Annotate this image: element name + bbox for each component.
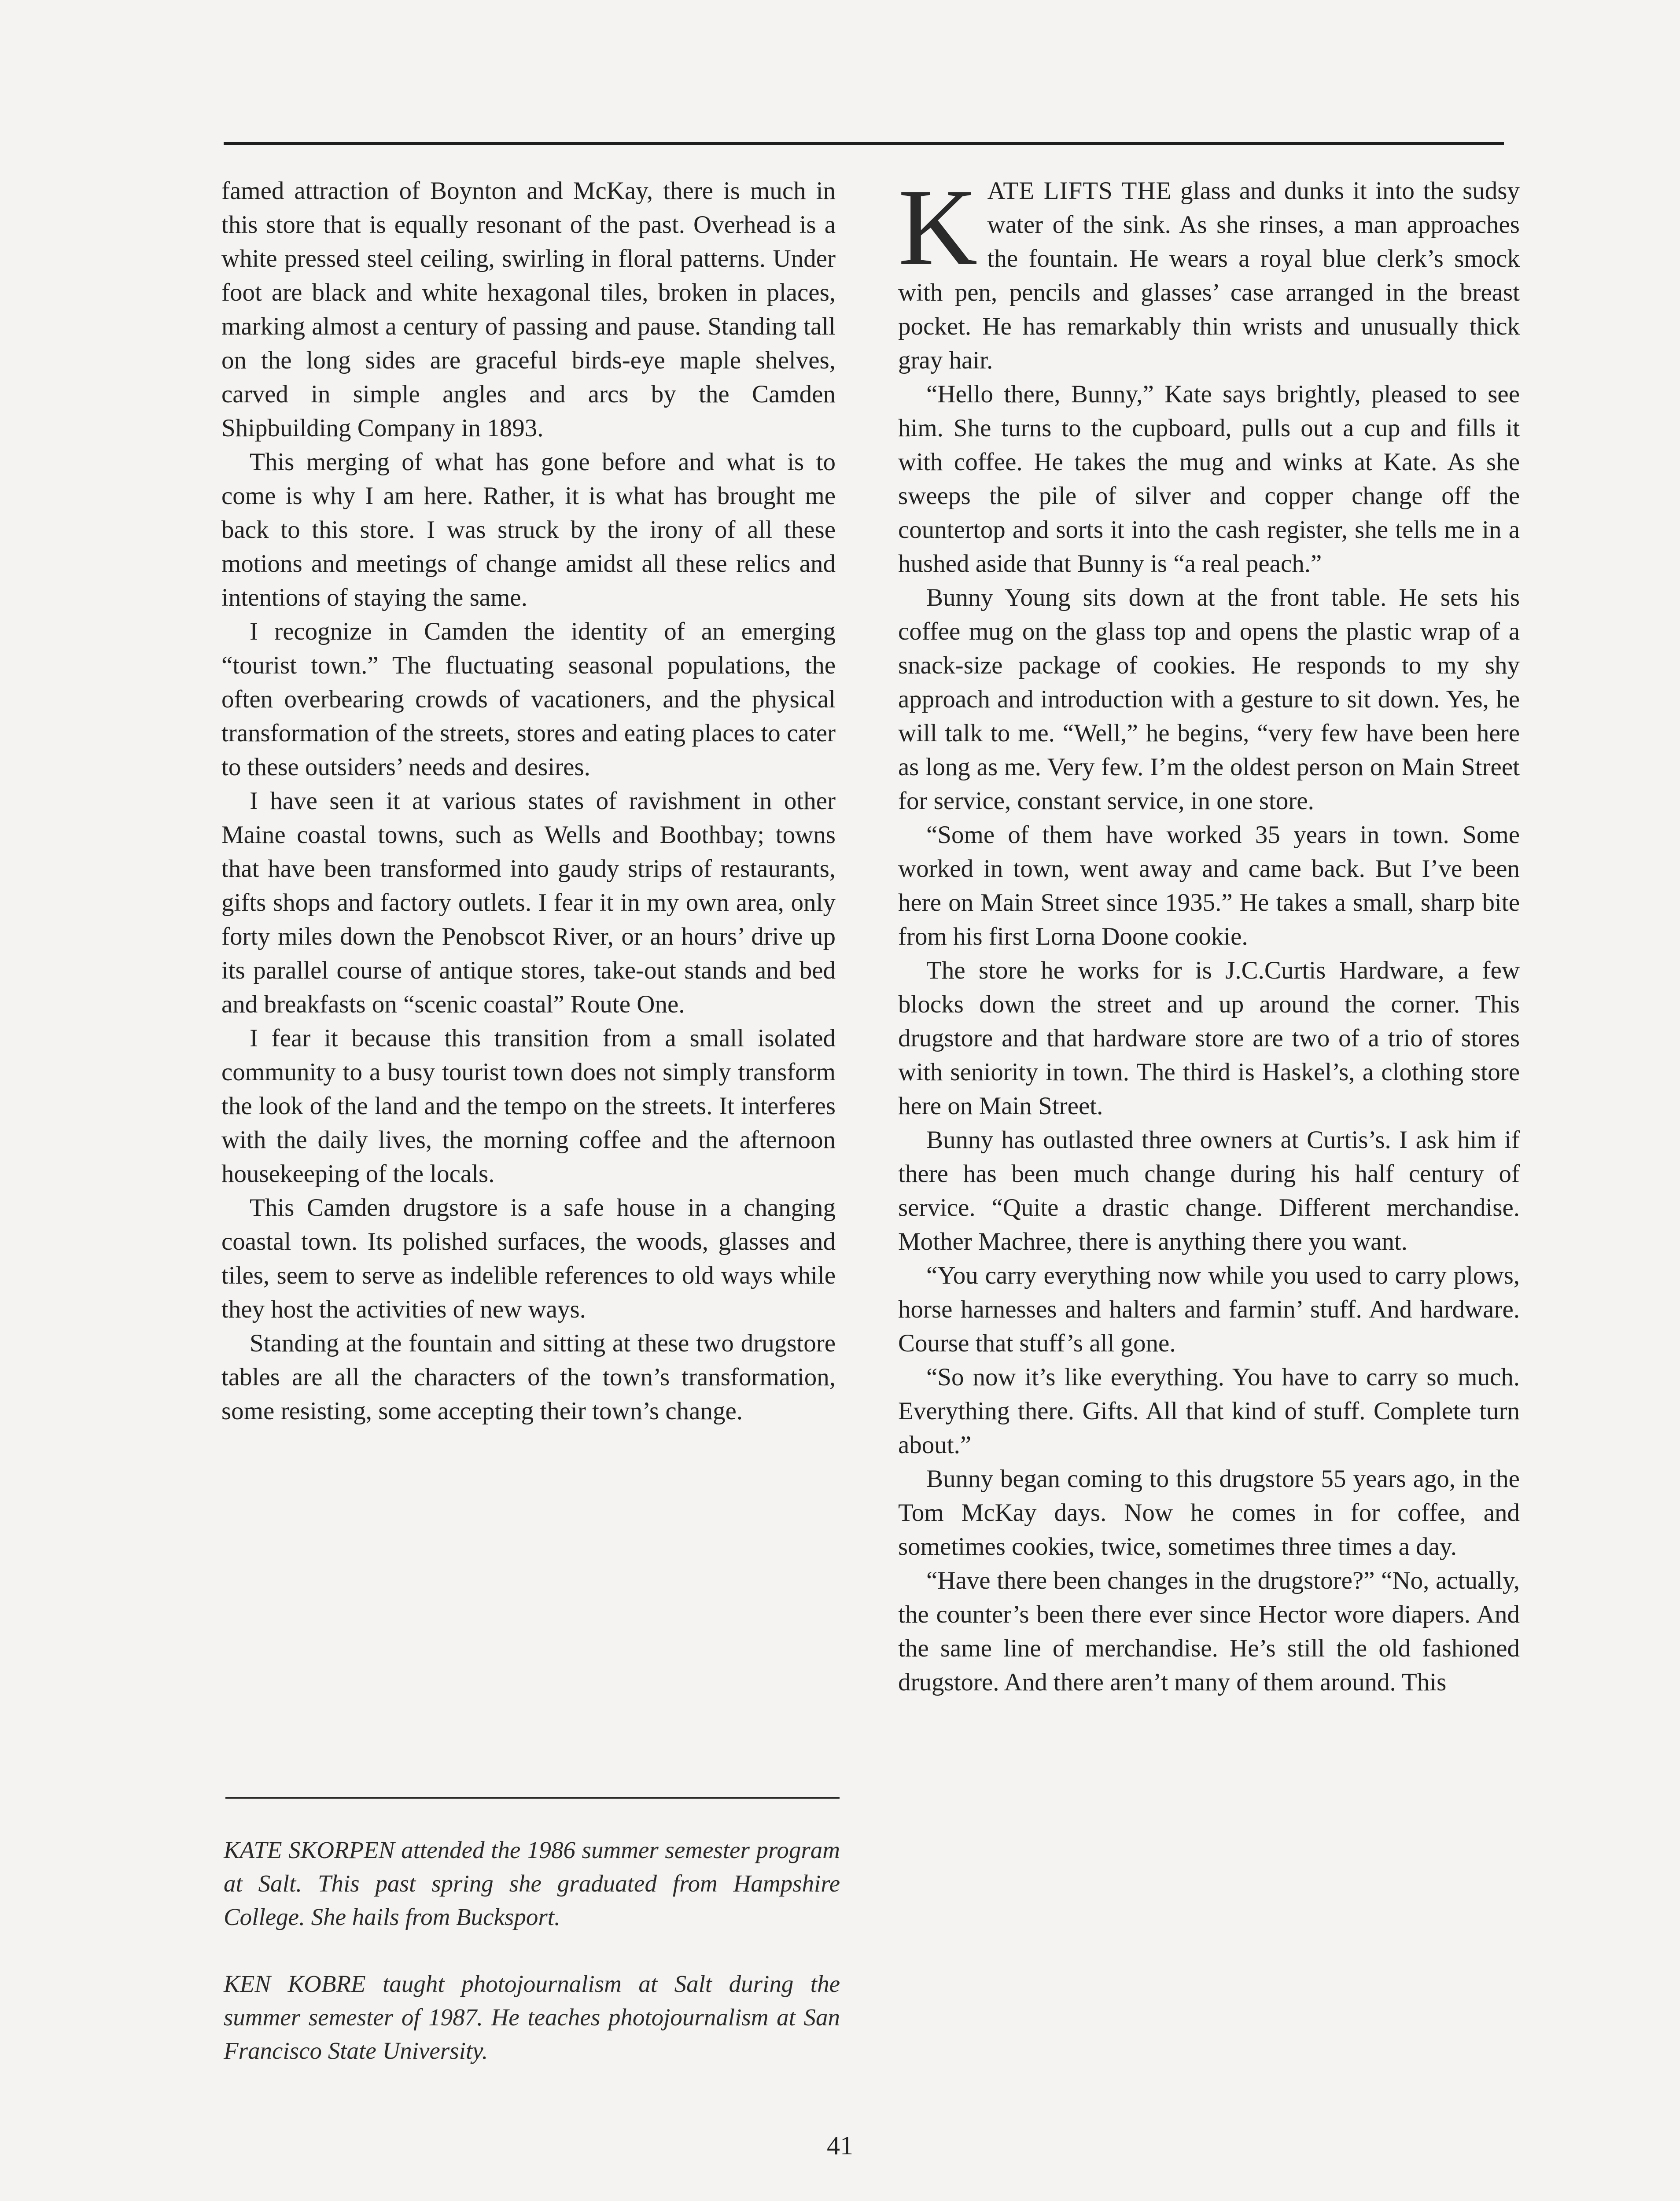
paragraph: I fear it because this transition from a small isolated community to a busy tourist town does not simply transform the look of the land and the tempo on the streets. It interferes with the daily lives, the morning coffee and the afternoon housekeeping of the locals. <box>221 1024 836 1188</box>
opening-paragraph <box>898 166 1520 377</box>
paragraph: I have seen it at various states of ravishment in other Maine coastal towns, such as Wells and Boothbay; towns that have been transformed into gaudy strips of restaurants, gifts shops and factory outlets. I fear it in my own area, only forty miles down the Penobscot River, or an hours’ drive up its parallel course of antique stores, take-out stands and bed and breakfasts on “scenic coastal” Route One. <box>221 787 836 1018</box>
paragraph: This merging of what has gone before and what is to come is why I am here. Rather, it is what has brought me back to this store. I was struck by the irony of all these motions and meetings of change amidst all these relics and intentions of staying the same. <box>221 448 836 611</box>
paragraph: “Have there been changes in the drugstore?” “No, actually, the counter’s been there ever since Hector wore diapers. And the same line of merchandise. He’s still the old fashioned drugstore. And there aren’t many of them around. This <box>898 1567 1520 1696</box>
bio-separator-rule <box>225 1797 840 1799</box>
paragraph: Bunny Young sits down at the front table. He sets his coffee mug on the glass top and opens the plastic wrap of a snack-size package of cookies. He responds to my shy approach and introduction with a gesture to sit down. Yes, he will talk to me. “Well,” he begins, “very few have been here as long as me. Very few. I’m the oldest person on Main Street for service, constant service, in one store. <box>898 584 1520 815</box>
paragraph: “Hello there, Bunny,” Kate says brightly, pleased to see him. She turns to the cupboard, pulls out a cup and fills it with coffee. He takes the mug and winks at Kate. As she sweeps the pile of silver and copper change off the countertop and sorts it into the cash register, she tells me in a hushed aside that Bunny is “a real peach.” <box>898 380 1520 578</box>
drop-cap: K <box>898 166 978 288</box>
bio-ken-kobre: KEN KOBRE taught photojournalism at Salt during the summer semester of 1987. He teaches photojournalism at San Francisco State University. <box>224 1970 840 2064</box>
paragraph: “You carry everything now while you used to carry plows, horse harnesses and halters and farmin’ stuff. And hardware. Course that stuff’s all gone. <box>898 1262 1520 1357</box>
paragraph: I recognize in Camden the identity of an emerging “tourist town.” The fluctuating seasonal populations, the often overbearing crowds of vacationers, and the physical transformation of the streets, stores and eating places to cater to these outsiders’ needs and desires. <box>221 618 836 781</box>
paragraph: famed attraction of Boynton and McKay, there is much in this store that is equally resonant of the past. Overhead is a white pressed steel ceiling, swirling in floral patterns. Under foot are black and white hexagonal tiles, broken in places, marking almost a century of passing and pause. Standing tall on the long sides are graceful birds-eye maple shelves, carved in simple angles and arcs by the Camden Shipbuilding Company in 1893. <box>221 177 836 442</box>
page-number: 41 <box>827 2131 853 2160</box>
paragraph: Bunny has outlasted three owners at Curtis’s. I ask him if there has been much change during his half century of service. “Quite a drastic change. Different merchandise. Mother Machree, there is anything there you want. <box>898 1126 1520 1255</box>
paragraph: This Camden drugstore is a safe house in a changing coastal town. Its polished surfaces, the woods, glasses and tiles, seem to serve as indelible references to old ways while they host the activities of new ways. <box>221 1194 836 1323</box>
article-right-column <box>898 166 1520 1699</box>
paragraph: “Some of them have worked 35 years in town. Some worked in town, went away and came back. But I’ve been here on Main Street since 1935.” He takes a small, sharp bite from his first Lorna Doone cookie. <box>898 821 1520 950</box>
paragraph: “So now it’s like everything. You have to carry so much. Everything there. Gifts. All that kind of stuff. Complete turn about.” <box>898 1363 1520 1459</box>
author-bios <box>224 1833 840 2101</box>
lead-in: ATE LIFTS THE <box>987 177 1172 205</box>
paragraph: Bunny began coming to this drugstore 55 years ago, in the Tom McKay days. Now he comes in for coffee, and sometimes cookies, twice, sometimes three times a day. <box>898 1465 1520 1561</box>
paragraph: Standing at the fountain and sitting at these two drugstore tables are all the characters of the town’s transformation, some resisting, some accepting their town’s change. <box>221 1329 836 1425</box>
paragraph: The store he works for is J.C.Curtis Hardware, a few blocks down the street and up around the corner. This drugstore and that hardware store are two of a trio of stores with seniority in town. The third is Haskel’s, a clothing store here on Main Street. <box>898 957 1520 1120</box>
bio-kate-skorpen: KATE SKORPEN attended the 1986 summer semester program at Salt. This past spring she graduated from Hampshire College. She hails from Bucksport. <box>224 1837 840 1930</box>
article-left-column <box>221 174 836 1428</box>
opening-text: glass and dunks it into the sudsy water of the sink. As she rinses, a man approaches the fountain. He wears a royal blue clerk’s smock with pen, pencils and glasses’ case arranged in the breast pocket. He has remarkably thin wrists and unusually thick gray hair. <box>898 177 1520 374</box>
top-rule <box>224 142 1504 145</box>
